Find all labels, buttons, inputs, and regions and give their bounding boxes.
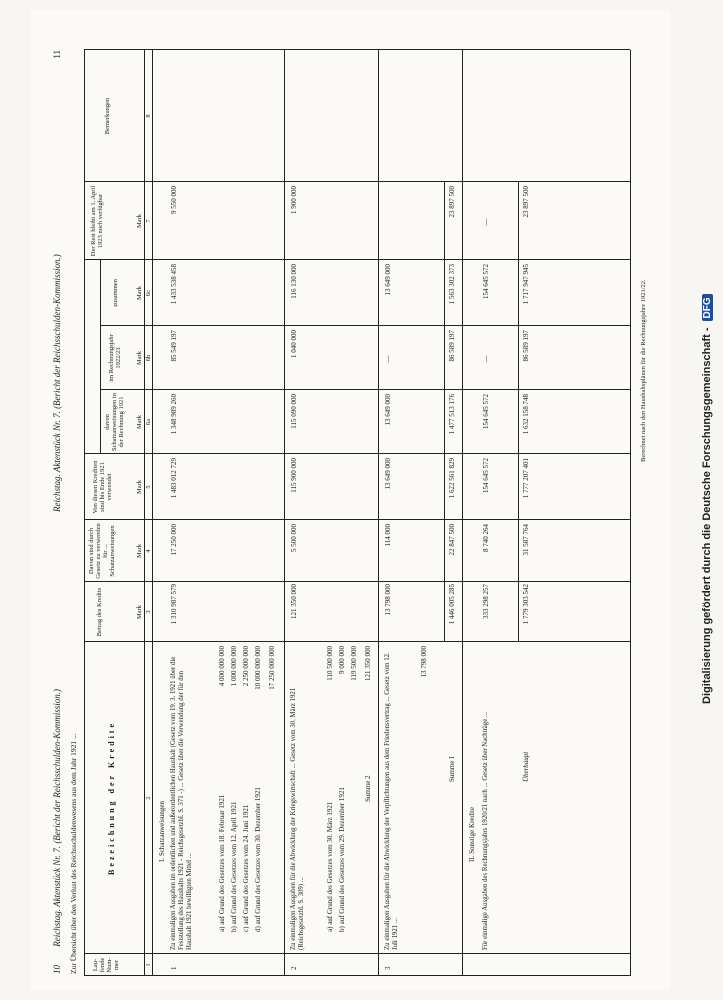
col-border bbox=[84, 641, 630, 642]
unit-3: Mark bbox=[136, 604, 143, 620]
col-head-7: Der Rest bleibt am 1. April 1923 noch verfügbar bbox=[90, 185, 105, 257]
row-1-col4: 17 250 000 bbox=[170, 524, 178, 556]
section-ii-col6c: 154 645 572 bbox=[482, 264, 490, 299]
sum-i-amount: 1 446 005 285 bbox=[448, 584, 456, 625]
col-border bbox=[84, 259, 630, 260]
col-border bbox=[84, 49, 630, 50]
dfg-logo: DFG bbox=[702, 294, 713, 321]
col-head-2: Bezeichnung der Kredite bbox=[107, 720, 116, 876]
col-no-6c: 6c bbox=[145, 289, 152, 297]
col-no-6b: 6b bbox=[145, 354, 152, 362]
col-border bbox=[84, 581, 630, 582]
col-no-5: 5 bbox=[145, 485, 152, 489]
row-3-description: Zu einmaligen Ausgaben für die Abwicklung der Verpflichtungen aus dem Friedensvertrag ... Gesetz vom 12. Juli 1921 ... bbox=[384, 652, 400, 950]
row-3-col6a: 13 649 000 bbox=[384, 394, 392, 426]
row-1-sub-a-label: a) auf Grund des Gesetzes vom 18. Februar 1921 bbox=[218, 794, 226, 932]
sum-i-col6c: 1 563 302 373 bbox=[448, 264, 456, 305]
col-no-2: 2 bbox=[145, 796, 152, 800]
row-1-col7: 9 550 000 bbox=[170, 186, 178, 214]
row-3-amount: 13 798 000 bbox=[384, 584, 392, 616]
col-no-3: 3 bbox=[145, 610, 152, 614]
col-border bbox=[84, 519, 630, 520]
col-no-6a: 6a bbox=[145, 418, 152, 426]
row-2-col5: 115 900 000 bbox=[290, 458, 298, 493]
row-2-sub-b-value: 9 000 000 bbox=[338, 646, 346, 674]
col-head-1: Laufende Nummer bbox=[92, 957, 121, 973]
row-2-col6c: 116 130 000 bbox=[290, 264, 298, 299]
grand-total-amount: 1 779 303 542 bbox=[522, 584, 530, 625]
unit-4: Mark bbox=[136, 543, 143, 559]
right-header-title: Reichstag. Aktenstück Nr. 7. (Bericht der Reichsschulden-Kommission.) bbox=[52, 254, 62, 512]
row-rule bbox=[284, 50, 285, 976]
rotated-table-page bbox=[48, 42, 668, 982]
left-header bbox=[52, 689, 62, 974]
section-ii-amount: 333 298 257 bbox=[482, 584, 490, 619]
row-2-sub-a-value: 110 500 000 bbox=[326, 646, 334, 681]
left-page-number: 10 bbox=[52, 965, 62, 974]
section-ii-description: Für einmalige Ausgaben des Rechnungsjahrs 1920/21 nach ... Gesetz über Nachträge ... bbox=[482, 711, 489, 950]
row-2-sub-a-label: a) auf Grund des Gesetzes vom 30. März 1921 bbox=[326, 801, 334, 932]
row-3-col6c: 13 649 000 bbox=[384, 264, 392, 296]
section-ii-col6b: — bbox=[482, 355, 490, 363]
row-3-number: 3 bbox=[384, 966, 392, 970]
row-2-col7: 1 900 000 bbox=[290, 186, 298, 214]
col-head-3: Betrag des Kredits bbox=[96, 587, 103, 637]
group-rule bbox=[100, 260, 101, 454]
grand-total-col7: 23 897 500 bbox=[522, 186, 530, 218]
row-3-subtotal: 13 798 000 bbox=[420, 646, 428, 678]
row-1-col6c: 1 433 538 458 bbox=[170, 264, 178, 305]
row-3-col6b: — bbox=[384, 355, 392, 363]
row-1-sub-b-label: b) auf Grund des Gesetzes vom 12. April 1921 bbox=[230, 801, 238, 932]
row-1-amount: 1 310 987 579 bbox=[170, 584, 178, 625]
digitization-stamp bbox=[681, 4, 713, 996]
row-rule bbox=[462, 50, 463, 976]
row-3-col4: 114 000 bbox=[384, 524, 392, 547]
footnote: Berechnet nach den Haushaltsplänen für die Rechnungsjahre 1921/22. bbox=[640, 279, 647, 462]
row-1-number: 1 bbox=[170, 966, 178, 970]
row-1-subtotal: 17 250 000 000 bbox=[268, 646, 276, 690]
grand-total-col6b: 86 589 197 bbox=[522, 330, 530, 362]
row-2-col6b: 1 040 000 bbox=[290, 330, 298, 358]
total-rule bbox=[518, 182, 519, 642]
sum-i-label: Summe I bbox=[448, 756, 456, 782]
row-2-sub-b-label: b) auf Grund des Gesetzes vom 29. Dezember 1921 bbox=[338, 787, 346, 932]
row-2-subtotal: 119 500 000 bbox=[350, 646, 358, 681]
grand-total-col6a: 1 632 158 748 bbox=[522, 394, 530, 435]
col-head-6b: im Rechnungsjahr 1922/23 bbox=[108, 334, 123, 382]
row-2-description: Zu einmaligen Ausgaben für die Abwicklung der Kriegswirtschaft ... Gesetz vom 30. März 1921 (Reichsgesetzbl. S. 309) ... bbox=[290, 687, 306, 950]
col-no-7: 7 bbox=[145, 219, 152, 223]
section-ii-col5: 154 645 572 bbox=[482, 458, 490, 493]
row-1-col5: 1 483 012 729 bbox=[170, 458, 178, 499]
row-1-sub-a-value: 4 000 000 000 bbox=[218, 646, 226, 687]
col-border bbox=[84, 181, 630, 182]
sum-i-col4: 22 847 500 bbox=[448, 524, 456, 556]
row-1-description: Zu einmaligen Ausgaben im ordentlichen und außerordentlichen Haushalt (Gesetz vom 19. 3. 1921 über die Feststellung des Haushalts 1921 - Reichsgesetzbl. S. 371 -) ... Gesetz über die Verwendung der für den Haushalt 1921 bewilligten Mittel ... bbox=[170, 656, 194, 950]
row-1-sub-b-value: 1 000 000 000 bbox=[230, 646, 238, 687]
row-2-total-label: Summe 2 bbox=[364, 775, 372, 802]
table-bottom-rule bbox=[630, 50, 631, 976]
section-ii-col4: 8 740 264 bbox=[482, 524, 490, 552]
row-1-sub-d-label: d) auf Grund des Gesetzes vom 30. Dezember 1921 bbox=[254, 787, 262, 932]
unit-6a: Mark bbox=[136, 414, 143, 430]
left-header-title: Reichstag. Aktenstück Nr. 7. (Bericht der Reichsschulden-Kommission.) bbox=[52, 688, 62, 947]
col-head-6a: davon Schatzanweisungen in der Rechnung 1921 bbox=[104, 393, 126, 451]
stamp-text: Digitalisierung gefördert durch die Deutsche Forschungsgemeinschaft - bbox=[701, 327, 713, 704]
unit-7: Mark bbox=[136, 213, 143, 229]
row-1-sub-c-label: c) auf Grund des Gesetzes vom 24. Juni 1921 bbox=[242, 804, 250, 932]
table-top-rule bbox=[84, 50, 85, 976]
row-1-col6b: 85 549 197 bbox=[170, 330, 178, 362]
unit-5: Mark bbox=[136, 479, 143, 495]
grand-total-label: Überhaupt bbox=[522, 751, 530, 782]
row-2-amount: 121 350 000 bbox=[290, 584, 298, 619]
grand-total-col4: 31 587 764 bbox=[522, 524, 530, 556]
section-ii-col6a: 154 645 572 bbox=[482, 394, 490, 429]
row-2-col6a: 115 090 000 bbox=[290, 394, 298, 429]
col-no-4: 4 bbox=[145, 549, 152, 553]
row-2-total-value: 121 350 000 bbox=[364, 646, 372, 681]
col-border bbox=[84, 975, 630, 976]
right-page-number: 11 bbox=[52, 50, 62, 59]
col-border bbox=[84, 453, 630, 454]
col-border bbox=[100, 325, 630, 326]
col-head-5: Von diesen Krediten sind bis Ende 1921 verwendet bbox=[92, 460, 114, 514]
col-head-8: Bemerkungen bbox=[104, 97, 111, 135]
grand-total-col6c: 1 717 947 945 bbox=[522, 264, 530, 305]
sum-rule bbox=[444, 182, 445, 642]
col-no-8: 8 bbox=[145, 114, 152, 118]
col-no-1: 1 bbox=[145, 963, 152, 967]
row-1-sub-d-value: 10 000 000 000 bbox=[254, 646, 262, 690]
row-2-col4: 5 500 000 bbox=[290, 524, 298, 552]
section-heading-ii: II. Sonstige Kredite bbox=[468, 806, 476, 862]
col-head-6c: zusammen bbox=[112, 279, 119, 307]
row-1-sub-c-value: 2 250 000 000 bbox=[242, 646, 250, 687]
row-rule bbox=[378, 50, 379, 976]
unit-6c: Mark bbox=[136, 285, 143, 301]
row-1-col6a: 1 348 989 260 bbox=[170, 394, 178, 435]
grand-total-col5: 1 777 207 401 bbox=[522, 458, 530, 499]
section-heading-i: I. Schatzanweisungen bbox=[158, 800, 166, 862]
unit-6b: Mark bbox=[136, 350, 143, 366]
sum-i-col5: 1 622 561 829 bbox=[448, 458, 456, 499]
table-subheading: Zur Übersicht über den Verlust des Reichsschuldenwesens aus dem Jahr 1921 ... bbox=[69, 733, 78, 974]
sum-i-col7: 23 897 500 bbox=[448, 186, 456, 218]
row-2-number: 2 bbox=[290, 966, 298, 970]
scanned-document bbox=[30, 10, 670, 990]
sum-i-col6a: 1 477 513 176 bbox=[448, 394, 456, 435]
col-border bbox=[84, 953, 630, 954]
col-head-4: Davon sind durch Gesetz zu verwenden für ... Schatzanweisungen bbox=[88, 523, 117, 579]
section-ii-col7: — bbox=[482, 218, 490, 226]
sum-i-col6b: 86 589 197 bbox=[448, 330, 456, 362]
col-border bbox=[100, 389, 630, 390]
row-3-col5: 13 649 000 bbox=[384, 458, 392, 490]
